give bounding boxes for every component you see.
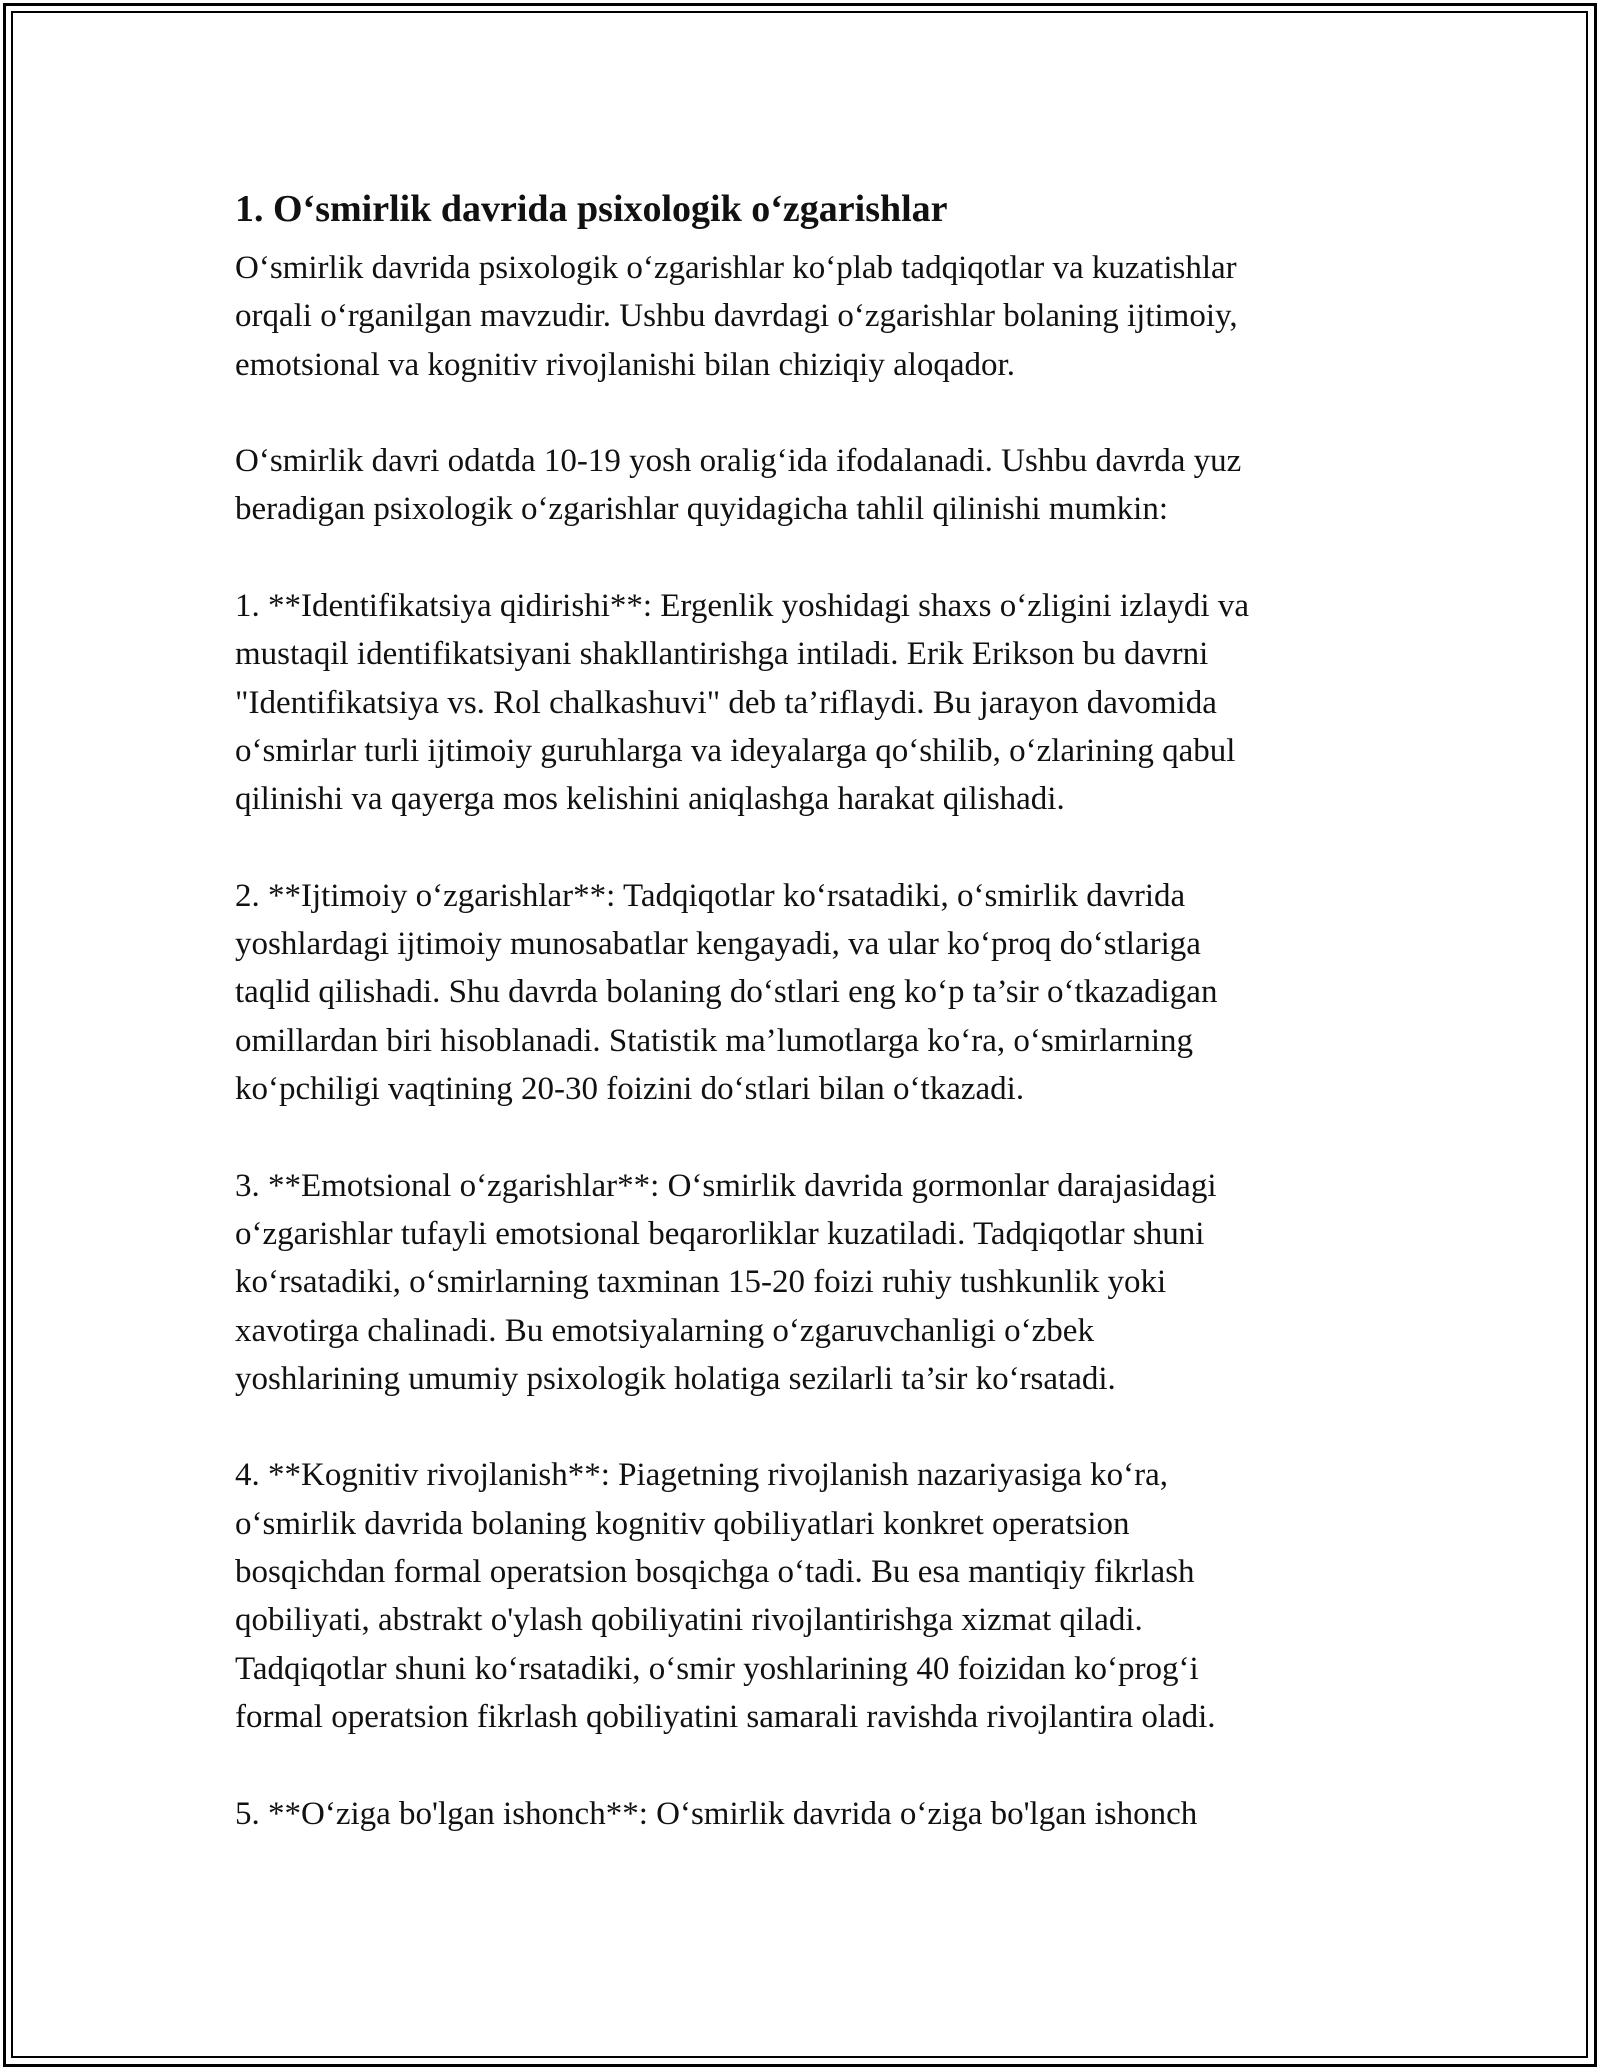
list-item-social [235,872,1375,1113]
paragraph-line: 4. **Kognitiv rivojlanish**: Piagetning rivojlanish nazariyasiga ko‘ra, [235,1457,1168,1494]
list-item-cognitive [235,1451,1375,1741]
paragraph-line: o‘zgarishlar tufayli emotsional beqarorliklar kuzatiladi. Tadqiqotlar shuni [235,1215,1205,1252]
paragraph-line: qilinishi va qayerga mos kelishini aniqlashga harakat qilishadi. [235,781,1065,818]
paragraph-line: omillardan biri hisoblanadi. Statistik ma’lumotlarga ko‘ra, o‘smirlarning [235,1022,1194,1059]
paragraph-line: mustaqil identifikatsiyani shakllantirishga intiladi. Erik Erikson bu davrni [235,636,1209,673]
list-item-self-confidence [235,1790,1375,1838]
paragraph-line: o‘smirlar turli ijtimoiy guruhlarga va ideyalarga qo‘shilib, o‘zlarining qabul [235,732,1236,769]
age-range-paragraph [235,437,1375,534]
paragraph-line: 1. **Identifikatsiya qidirishi**: Ergenlik yoshidagi shaxs o‘zligini izlaydi va [235,588,1249,625]
list-item-emotional [235,1162,1375,1403]
paragraph-line: ko‘pchiligi vaqtining 20-30 foizini do‘stlari bilan o‘tkazadi. [235,1071,1025,1108]
paragraph-line: emotsional va kognitiv rivojlanishi bilan chiziqiy aloqador. [235,346,1015,383]
paragraph-line: yoshlarining umumiy psixologik holatiga sezilarli ta’sir ko‘rsatadi. [235,1360,1116,1397]
paragraph-line: o‘smirlik davrida bolaning kognitiv qobiliyatlari konkret operatsion [235,1505,1130,1542]
paragraph-line: 2. **Ijtimoiy o‘zgarishlar**: Tadqiqotlar ko‘rsatadiki, o‘smirlik davrida [235,877,1186,914]
paragraph-line: beradigan psixologik o‘zgarishlar quyidagicha tahlil qilinishi mumkin: [235,491,1168,528]
paragraph-line: Tadqiqotlar shuni ko‘rsatadiki, o‘smir yoshlarining 40 foizidan ko‘prog‘i [235,1650,1199,1687]
paragraph-line: qobiliyati, abstrakt o'ylash qobiliyatini rivojlantirishga xizmat qiladi. [235,1602,1143,1639]
paragraph-line: formal operatsion fikrlash qobiliyatini samarali ravishda rivojlantira oladi. [235,1698,1216,1735]
intro-paragraph [235,244,1375,389]
paragraph-line: "Identifikatsiya vs. Rol chalkashuvi" deb ta’riflaydi. Bu jarayon davomida [235,684,1217,721]
document-body [235,185,1375,1886]
paragraph-line: ko‘rsatadiki, o‘smirlarning taxminan 15-20 foizi ruhiy tushkunlik yoki [235,1264,1167,1301]
list-item-identity [235,582,1375,823]
paragraph-line: O‘smirlik davri odatda 10-19 yosh oralig‘ida ifodalanadi. Ushbu davrda yuz [235,443,1242,480]
paragraph-line: O‘smirlik davrida psixologik o‘zgarishlar ko‘plab tadqiqotlar va kuzatishlar [235,250,1237,286]
paragraph-line: 5. **O‘ziga bo'lgan ishonch**: O‘smirlik davrida o‘ziga bo'lgan ishonch [235,1795,1198,1832]
paragraph-line: xavotirga chalinadi. Bu emotsiyalarning o‘zgaruvchanligi o‘zbek [235,1312,1094,1349]
paragraph-line: orqali o‘rganilgan mavzudir. Ushbu davrdagi o‘zgarishlar bolaning ijtimoiy, [235,298,1238,335]
paragraph-line: taqlid qilishadi. Shu davrda bolaning do‘stlari eng ko‘p ta’sir o‘tkazadigan [235,974,1218,1011]
paragraph-line: yoshlardagi ijtimoiy munosabatlar kengayadi, va ular ko‘proq do‘stlariga [235,926,1201,963]
paragraph-line: bosqichdan formal operatsion bosqichga o‘tadi. Bu esa mantiqiy fikrlash [235,1554,1195,1591]
section-heading: 1. O‘smirlik davrida psixologik o‘zgarishlar [235,188,948,230]
paragraph-line: 3. **Emotsional o‘zgarishlar**: O‘smirlik davrida gormonlar darajasidagi [235,1167,1217,1204]
